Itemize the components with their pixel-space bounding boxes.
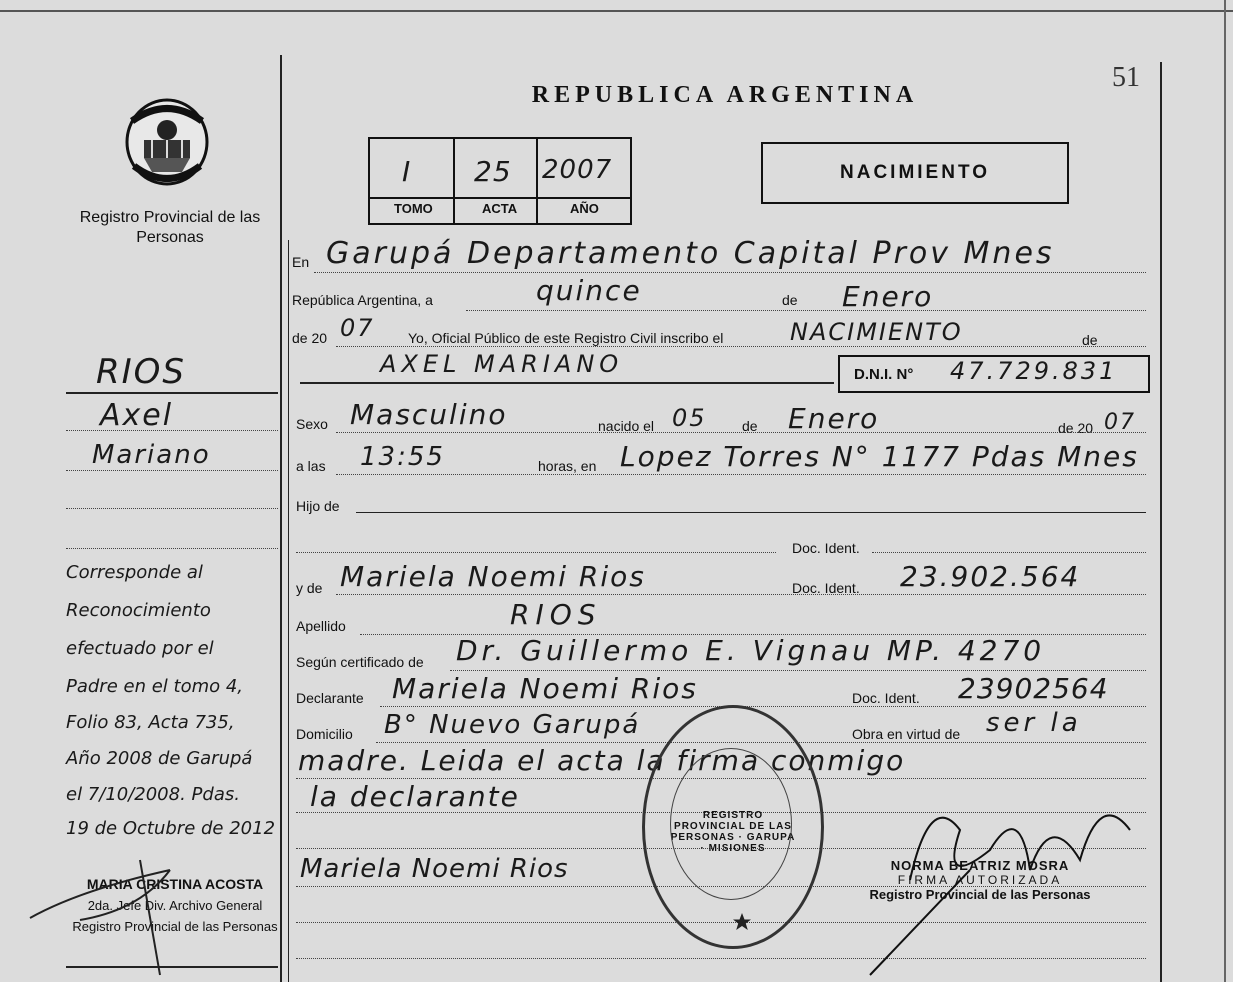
acta-value: 25 xyxy=(474,155,512,188)
mother-value: Mariela Noemi Rios xyxy=(340,560,646,593)
left-signer-org: Registro Provincial de las Personas xyxy=(72,919,278,934)
form-left-border xyxy=(288,240,289,982)
declarante-label: Declarante xyxy=(296,690,364,706)
official-name: NORMA BEATRIZ MOSRA xyxy=(890,858,1070,873)
year-value: 07 xyxy=(340,314,375,342)
line3-value: la declarante xyxy=(310,780,520,813)
stamp-inner-ring xyxy=(670,748,792,900)
form-dotline xyxy=(336,432,1146,433)
year-prefix: de 20 xyxy=(292,330,328,346)
box-row-divider xyxy=(370,197,630,199)
obra-value: ser la xyxy=(986,708,1082,738)
de20-label: de 20 xyxy=(1058,420,1094,436)
country-title: REPUBLICA ARGENTINA xyxy=(531,82,919,108)
official-role: FIRMA AUTORIZADA xyxy=(897,873,1063,887)
alas-label: a las xyxy=(296,458,326,474)
place-value: Lopez Torres N° 1177 Pdas Mnes xyxy=(620,440,1139,473)
right-border xyxy=(1160,62,1162,982)
mother-doc: 23.902.564 xyxy=(900,560,1081,593)
month-value: Enero xyxy=(842,280,934,313)
form-dotline xyxy=(296,552,776,553)
birth-month: Enero xyxy=(788,402,880,435)
side-note-line: Padre en el tomo 4, xyxy=(66,676,244,697)
side-dotline xyxy=(66,508,278,509)
en-label: En xyxy=(292,254,310,270)
form-dotline xyxy=(336,474,1146,475)
top-border xyxy=(0,10,1233,12)
side-dotline xyxy=(66,470,278,471)
obra-label: Obra en virtud de xyxy=(852,726,961,742)
star-icon xyxy=(732,912,752,932)
line2-value: madre. Leida el acta la firma conmigo xyxy=(298,744,906,777)
side-rule xyxy=(66,392,278,394)
side-dotline xyxy=(66,548,278,549)
doc-label: Doc. Ident. xyxy=(792,580,860,596)
doc-label: Doc. Ident. xyxy=(792,540,860,556)
side-note-line: Reconocimiento xyxy=(66,600,211,621)
side-note-line: efectuado por el xyxy=(66,638,214,659)
doc-label: Doc. Ident. xyxy=(852,690,920,706)
apellido-label: Apellido xyxy=(296,618,346,634)
sexo-label: Sexo xyxy=(296,416,328,432)
inscribo-value: NACIMIENTO xyxy=(790,318,963,346)
de-label: de xyxy=(782,292,798,308)
side-name-1: Axel xyxy=(100,398,174,433)
official-org: Registro Provincial de las Personas xyxy=(869,887,1091,902)
tomo-label: TOMO xyxy=(394,201,433,216)
day-value: quince xyxy=(536,274,642,307)
form-dotline xyxy=(314,272,1146,273)
hijo-rule xyxy=(356,512,1146,513)
form-dotline xyxy=(380,706,1146,707)
registry-title: Registro Provincial de las Personas xyxy=(79,209,261,246)
rep-label: República Argentina, a xyxy=(292,292,433,308)
official-signer-block xyxy=(860,858,1100,902)
ano-value: 2007 xyxy=(542,155,613,185)
yo-text: Yo, Oficial Público de este Registro Civil inscribo el xyxy=(408,330,724,346)
segun-label: Según certificado de xyxy=(296,654,424,670)
birth-day: 05 xyxy=(672,404,707,432)
nacido-label: nacido el xyxy=(598,418,655,434)
side-note-line: Folio 83, Acta 735, xyxy=(66,712,235,733)
domicilio-value: B° Nuevo Garupá xyxy=(384,710,641,740)
apellido-value: RIOS xyxy=(510,598,602,631)
tomo-value: I xyxy=(402,155,413,188)
box-divider xyxy=(453,139,455,223)
stamp-text: REGISTRO PROVINCIAL DE LAS PERSONAS · GARUPA · MISIONES xyxy=(670,810,796,854)
left-signature-icon xyxy=(20,850,220,980)
form-dotline xyxy=(466,310,1146,311)
declarante-doc: 23902564 xyxy=(958,672,1109,705)
record-number-box xyxy=(368,137,632,225)
de-label-3: de xyxy=(742,418,758,434)
side-surname: RIOS xyxy=(96,352,186,392)
dni-box xyxy=(838,355,1150,393)
declarante-value: Mariela Noemi Rios xyxy=(392,672,698,705)
folio-number: 51 xyxy=(1112,62,1140,93)
cert-value: Dr. Guillermo E. Vignau MP. 4270 xyxy=(456,634,1046,667)
yde-label: y de xyxy=(296,580,323,596)
side-note-line: Año 2008 de Garupá xyxy=(66,748,253,769)
side-note-line: el 7/10/2008. Pdas. xyxy=(66,784,240,805)
province-seal-icon xyxy=(122,96,212,188)
left-signer-role: 2da. Jefe Div. Archivo General xyxy=(87,898,263,913)
en-value: Garupá Departamento Capital Prov Mnes xyxy=(326,236,1055,271)
side-dotline xyxy=(66,430,278,431)
horas-label: horas, en xyxy=(538,458,597,474)
dni-value: 47.729.831 xyxy=(950,357,1118,385)
person-rule xyxy=(300,382,834,384)
side-note-line: Corresponde al xyxy=(66,562,203,583)
page-edge xyxy=(1224,0,1226,982)
hijo-label: Hijo de xyxy=(296,498,340,514)
left-signer-name: MARIA CRISTINA ACOSTA xyxy=(86,876,264,892)
form-dotline xyxy=(872,552,1146,553)
form-dotline xyxy=(450,670,1146,671)
form-dotline xyxy=(336,594,1146,595)
box-divider xyxy=(536,139,538,223)
side-note-line: 19 de Octubre de 2012 xyxy=(66,818,276,839)
domicilio-label: Domicilio xyxy=(296,726,353,742)
column-divider xyxy=(280,55,282,982)
side-bottom-rule xyxy=(66,966,278,968)
dni-label: D.N.I. N° xyxy=(854,366,914,383)
person-value: AXEL MARIANO xyxy=(380,350,624,378)
birth-year: 07 xyxy=(1104,410,1136,435)
declarant-signature: Mariela Noemi Rios xyxy=(300,854,569,884)
hour-value: 13:55 xyxy=(360,442,445,472)
de-label-2: de xyxy=(1082,332,1098,348)
record-type: NACIMIENTO xyxy=(761,142,1069,204)
ano-label: AÑO xyxy=(570,201,599,216)
acta-label: ACTA xyxy=(482,201,518,216)
form-dotline xyxy=(336,346,1146,347)
side-name-2: Mariano xyxy=(92,440,211,470)
sexo-value: Masculino xyxy=(350,398,508,431)
